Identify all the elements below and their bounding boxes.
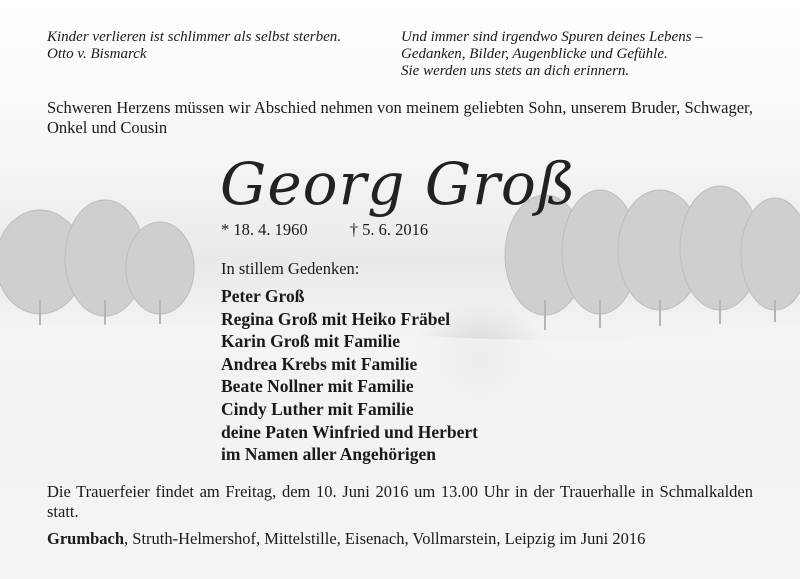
mourner-item: Beate Nollner mit Familie [221,376,414,397]
location-rest: , Struth-Helmershof, Mittelstille, Eisenach, Vollmarstein, Leipzig im Juni 2016 [124,529,646,548]
mourner-item: Regina Groß mit Heiko Fräbel [221,308,451,329]
quote-right-line-2: Gedanken, Bilder, Augenblicke und Gefühle. [401,46,668,62]
location-line [47,529,753,549]
funeral-service-text: Die Trauerfeier findet am Freitag, dem 10. Juni 2016 um 13.00 Uhr in der Trauerhalle in Schmalkalden statt. [47,482,753,521]
mourner-item: im Namen aller Angehörigen [221,444,437,465]
mourner-item: deine Paten Winfried und Herbert [221,421,478,442]
location-town: Grumbach [47,529,125,548]
quote-left-text: Kinder verlieren ist schlimmer als selbst sterben. [47,29,341,45]
mourners-list [221,285,478,466]
quote-left-author: Otto v. Bismarck [47,46,147,62]
mourner-item: Peter Groß [221,286,305,306]
mourner-item: Cindy Luther mit Familie [221,398,414,419]
mourner-item: Karin Groß mit Familie [221,331,401,352]
memory-label: In stillem Gedenken: [221,259,360,278]
quote-right-line-1: Und immer sind irgendwo Spuren deines Lebens – [401,29,703,45]
quote-right [401,29,771,80]
quote-left [47,29,397,63]
birth-date: * 18. 4. 1960 [221,220,308,239]
life-dates [221,220,428,240]
death-date: † 5. 6. 2016 [349,220,429,239]
quote-right-line-3: Sie werden uns stets an dich erinnern. [401,63,630,79]
intro-text: Schweren Herzens müssen wir Abschied nehmen von meinem geliebten Sohn, unserem Bruder, Schwager, Onkel und Cousin [47,98,753,137]
mourner-item: Andrea Krebs mit Familie [221,353,418,374]
deceased-name: Georg Groß [220,150,577,218]
